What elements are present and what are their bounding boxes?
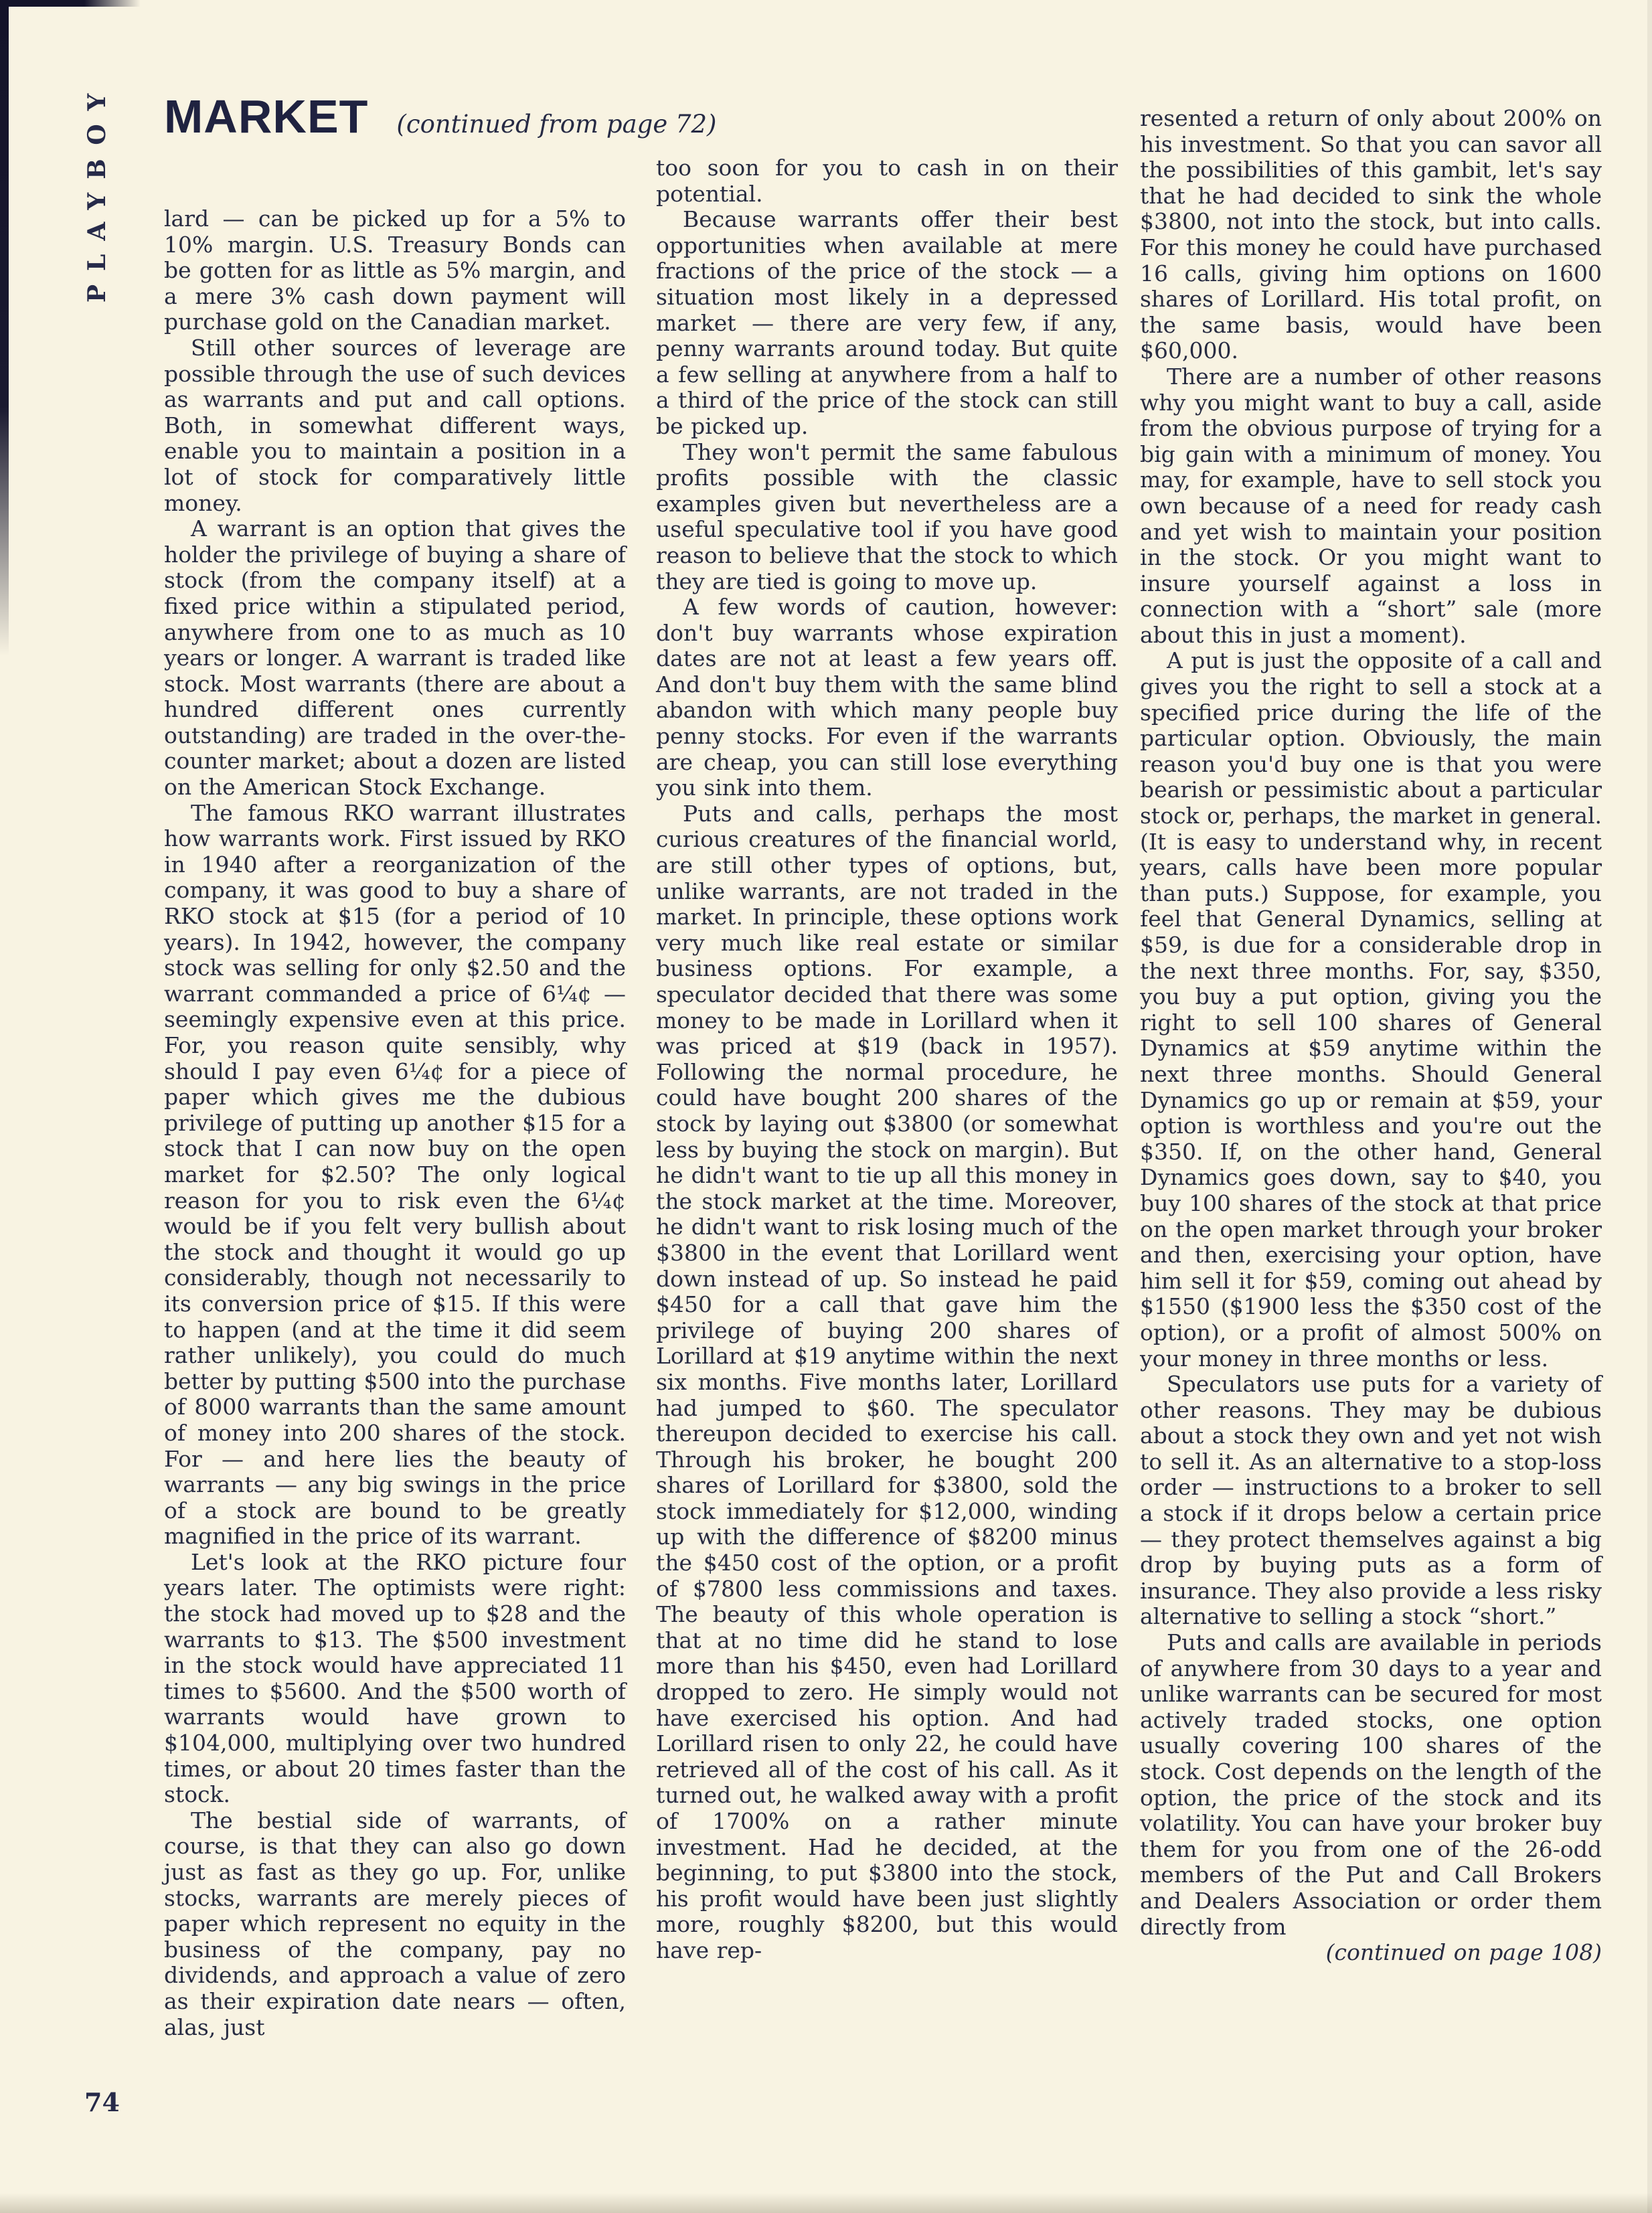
page-number: 74	[84, 2087, 120, 2117]
scan-edge-left	[0, 0, 9, 656]
continued-on-note: (continued on page 108)	[1325, 1939, 1602, 1966]
article-paragraph: The bestial side of warrants, of course, is that they can also go down just as fast as they go up. For, unlike stocks, warrants are merely pieces of paper which represent no equity in the business of the company, pay no dividends, and approach a value of zero as their expiration date nears — often, alas, just	[164, 1807, 626, 2040]
article-paragraph: Puts and calls are available in periods of anywhere from 30 days to a year and unlike warrants can be secured for most actively traded stocks, one option usually covering 100 shares of the stock. Cost depends on the length of the option, the price of the stock and its volatility. You can have your broker buy them for you from one of the 26-odd members of the Put and Call Brokers and Dealers Association or order them directly from	[1140, 1629, 1602, 1940]
text-column-1	[164, 206, 626, 2040]
article-paragraph: A few words of caution, however: don't buy warrants whose expiration dates are not at least a few years off. And don't buy them with the same blind abandon with which many people buy penny stocks. For even if the warrants are cheap, you can still lose everything you sink into them.	[656, 594, 1118, 801]
article-paragraph: They won't permit the same fabulous profits possible with the classic examples given but nevertheless are a useful speculative tool if you have good reason to believe that the stock to which they are tied is going to move up.	[656, 438, 1118, 594]
text-column-3	[1140, 106, 1602, 1966]
article-paragraph: too soon for you to cash in on their potential.	[656, 155, 1118, 207]
continued-from-note: (continued from page 72)	[396, 110, 717, 139]
text-column-2	[656, 155, 1118, 1964]
article-paragraph: Let's look at the RKO picture four years later. The optimists were right: the stock had moved up to $28 and the warrants to $13. The $500 investment in the stock would have appreciated 11 times to $5600. And the $500 worth of warrants would have grown to $104,000, multiplying over two hundred times, or about 20 times faster than the stock.	[164, 1548, 626, 1808]
article-paragraph: Puts and calls, perhaps the most curious creatures of the financial world, are still other types of options, but, unlike warrants, are not traded in the market. In principle, these options work very much like real estate or similar business options. For example, a speculator decided that there was some money to be made in Lorillard when it was priced at $19 (back in 1957). Following the normal procedure, he could have bought 200 shares of the stock by laying out $3800 (or somewhat less by buying the stock on margin). But he didn't want to tie up all this money in the stock market at the time. Moreover, he didn't want to risk losing much of the $3800 in the event that Lorillard went down instead of up. So instead he paid $450 for a call that gave him the privilege of buying 200 shares of Lorillard at $19 anytime within the next six months. Five months later, Lorillard had jumped to $60. The speculator thereupon decided to exercise his call. Through his broker, he bought 200 shares of Lorillard for $3800, sold the stock immediately for $12,000, winding up with the difference of $8200 minus the $450 cost of the option, or a profit of $7800 less commissions and taxes. The beauty of this whole operation is that at no time did he stand to lose more than his $450, even had Lorillard dropped to zero. He simply would not have exercised his option. And had Lorillard risen to only 22, he could have retrieved all of the cost of his call. As it turned out, he walked away with a profit of 1700% on a rather minute investment. Had he decided, at the beginning, to put $3800 into the stock, his profit would have been just slightly more, roughly $8200, but this would have rep-	[656, 800, 1118, 1963]
article-paragraph: A put is just the opposite of a call and gives you the right to sell a stock at a specified price during the life of the particular option. Obviously, the main reason you'd buy one is that you were bearish or pessimistic about a particular stock or, perhaps, the market in general. (It is easy to understand why, in recent years, calls have been more popular than puts.) Suppose, for example, you feel that General Dynamics, selling at $59, is due for a considerable drop in the next three months. For, say, $350, you buy a put option, giving you the right to sell 100 shares of General Dynamics at $59 anytime within the next three months. Should General Dynamics go up or remain at $59, your option is worthless and you're out the $350. If, on the other hand, General Dynamics goes down, say to $40, you buy 100 shares of the stock at that price on the open market through your broker and then, exercising your option, have him sell it for $59, coming out ahead by $1550 ($1900 less the $350 cost of the option), or a profit of almost 500% on your money in three months or less.	[1140, 647, 1602, 1372]
scan-edge-bottom	[0, 2193, 1652, 2213]
magazine-name-vertical: PLAYBOY	[83, 80, 111, 303]
scan-edge-top	[0, 0, 141, 7]
article-paragraph: A warrant is an option that gives the holder the privilege of buying a share of stock (from the company itself) at a fixed price within a stipulated period, anywhere from one to as much as 10 years or longer. A warrant is traded like stock. Most warrants (there are about a hundred different ones currently outstanding) are traded in the over-the-counter market; about a dozen are listed on the American Stock Exchange.	[164, 515, 626, 801]
article-paragraph: The famous RKO warrant illustrates how warrants work. First issued by RKO in 1940 after a reorganization of the company, it was good to buy a share of RKO stock at $15 (for a period of 10 years). In 1942, however, the company stock was selling for only $2.50 and the warrant commanded a price of 6¼¢ — seemingly expensive even at this price. For, you reason quite sensibly, why should I pay even 6¼¢ for a piece of paper which gives me the dubious privilege of putting up another $15 for a stock that I can now buy on the open market for $2.50? The only logical reason for you to risk even the 6¼¢ would be if you felt very bullish about the stock and thought it would go up considerably, though not necessarily to its conversion price of $15. If this were to happen (and at the time it did seem rather unlikely), you could do much better by putting $500 into the purchase of 8000 warrants than the same amount of money into 200 shares of the stock. For — and here lies the beauty of warrants — any big swings in the price of a stock are bound to be greatly magnified in the price of its warrant.	[164, 799, 627, 1550]
article-title: MARKET	[164, 90, 369, 143]
article-header	[164, 90, 717, 143]
article-paragraph: Because warrants offer their best opportunities when available at mere fractions of the price of the stock — a situation most likely in a depressed market — there are very few, if any, penny warrants around today. But quite a few selling at anywhere from a half to a third of the price of the stock can still be picked up.	[656, 206, 1118, 439]
article-paragraph: resented a return of only about 200% on his investment. So that you can savor all the possibilities of this gambit, let's say that he had decided to sink the whole $3800, not into the stock, but into calls. For this money he could have purchased 16 calls, giving him options on 1600 shares of Lorillard. His total profit, on the same basis, would have been $60,000.	[1140, 105, 1602, 364]
article-paragraph: lard — can be picked up for a 5% to 10% margin. U.S. Treasury Bonds can be gotten for as little as 5% margin, and a mere 3% cash down payment will purchase gold on the Canadian market.	[164, 206, 626, 335]
article-paragraph: There are a number of other reasons why you might want to buy a call, aside from the obvious purpose of trying for a big gain with a minimum of money. You may, for example, have to sell stock you own because of a need for ready cash and yet wish to maintain your position in the stock. Or you might want to insure yourself against a loss in connection with a “short” sale (more about this in just a moment).	[1140, 363, 1602, 648]
article-paragraph: Still other sources of leverage are possible through the use of such devices as warrants and put and call options. Both, in somewhat different ways, enable you to maintain a position in a lot of stock for comparatively little money.	[164, 334, 626, 516]
scan-edge-right	[1647, 0, 1652, 2213]
article-paragraph: Speculators use puts for a variety of other reasons. They may be dubious about a stock they own and yet not wish to sell it. As an alternative to a stop-loss order — instructions to a broker to sell a stock if it drops below a certain price — they protect themselves against a big drop by buying puts as a form of insurance. They also provide a less risky alternative to selling a stock “short.”	[1140, 1371, 1602, 1630]
